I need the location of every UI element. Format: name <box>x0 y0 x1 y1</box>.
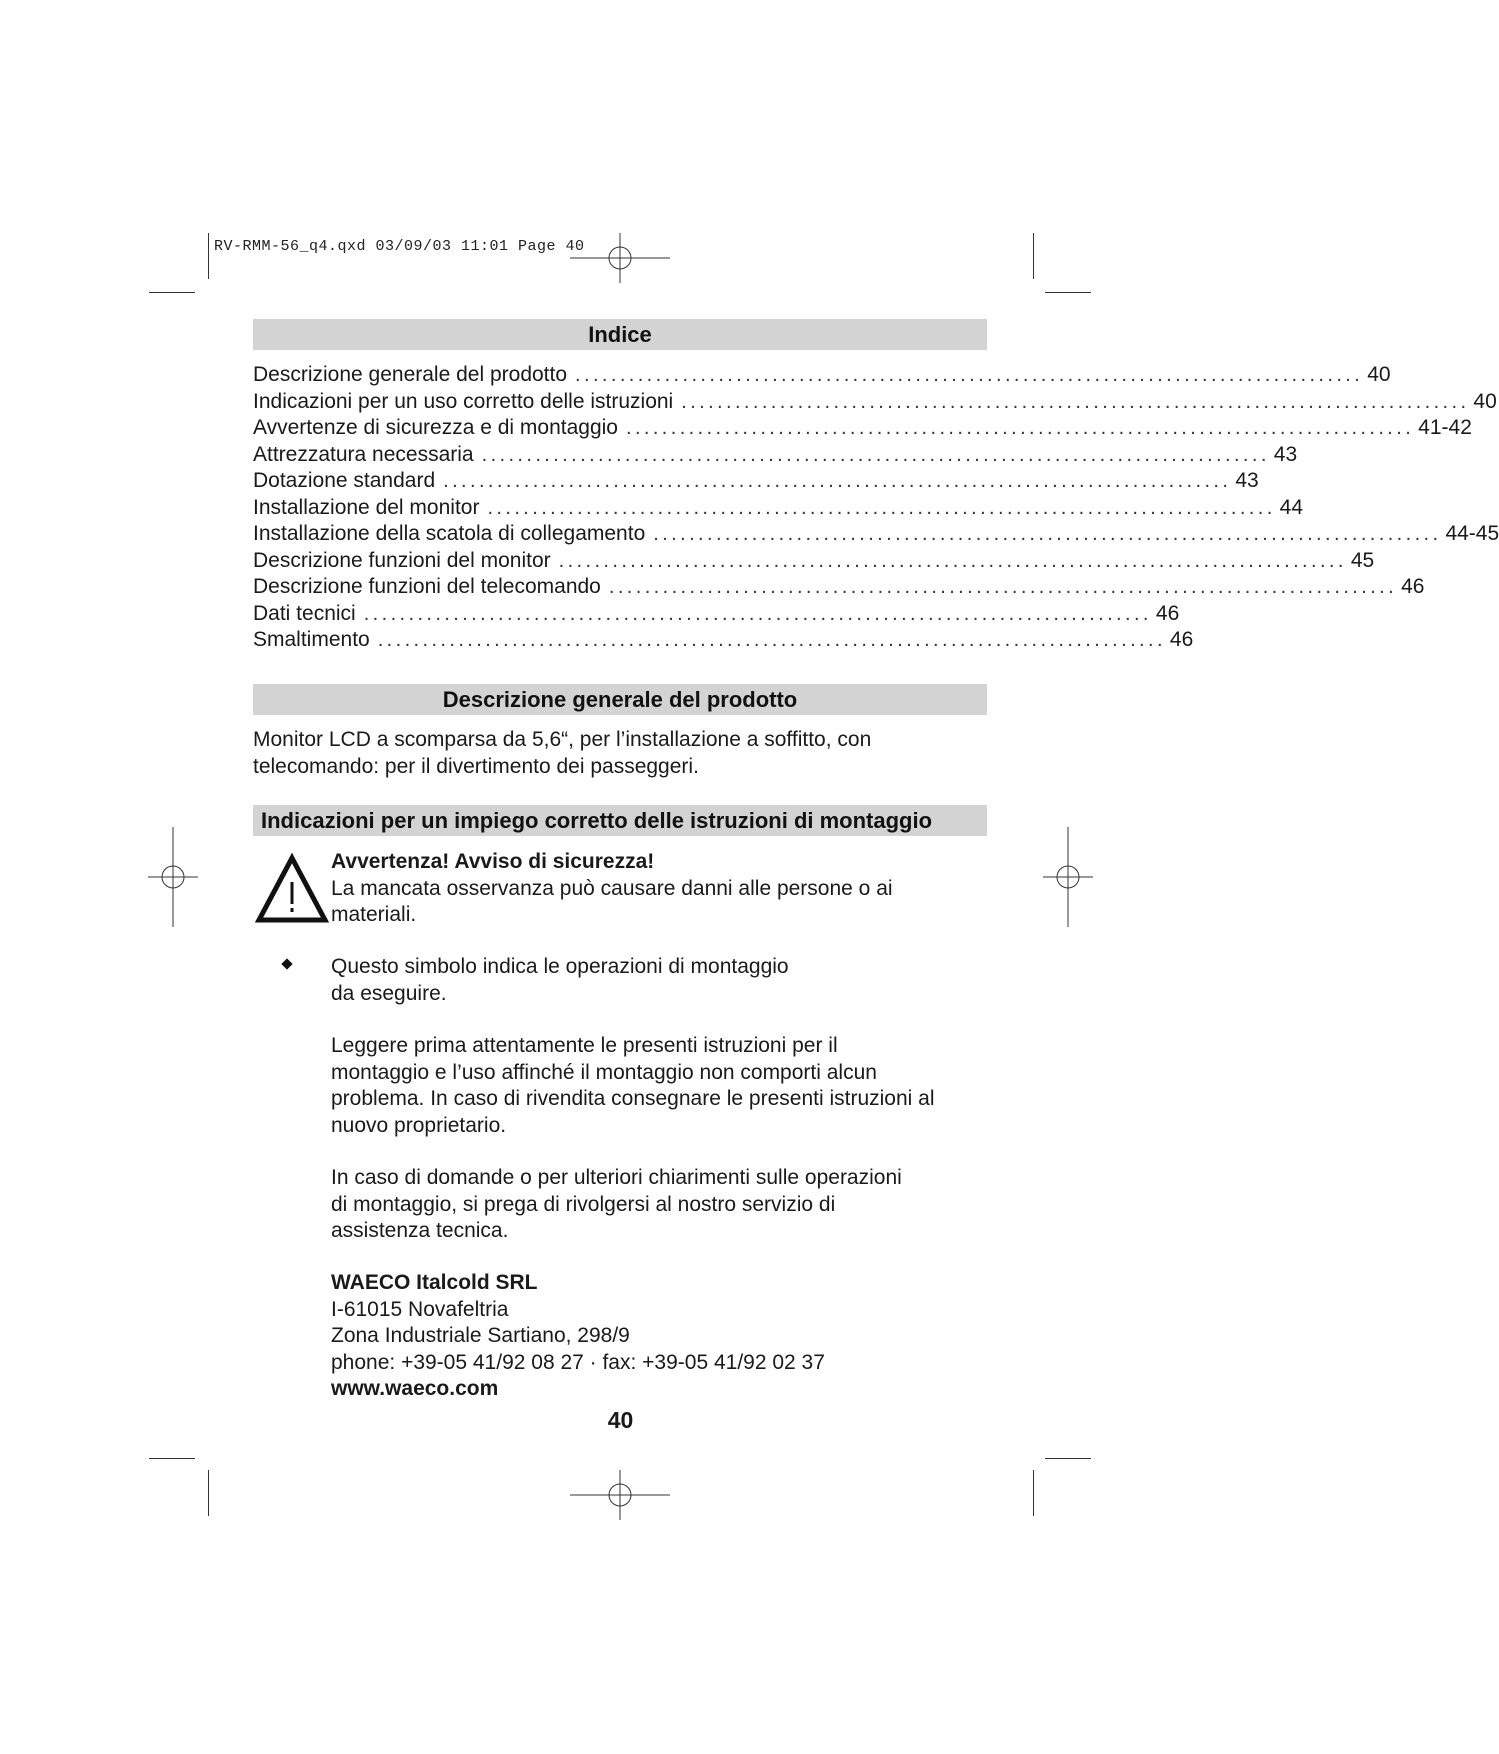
page-number: 40 <box>607 1407 634 1433</box>
toc-entry[interactable] <box>253 548 1375 575</box>
toc-leader: ........................................................................................ <box>575 364 1364 386</box>
toc-leader: ........................................................................................ <box>653 523 1442 545</box>
company-name: WAECO Italcold SRL <box>331 1271 538 1294</box>
instructions-heading: Indicazioni per un impiego corretto delle istruzioni di montaggio <box>253 805 987 836</box>
toc-entry-page: 40 <box>1473 389 1497 413</box>
contact-line: assistenza tecnica. <box>331 1219 509 1242</box>
warning-title: Avvertenza! Avviso di sicurezza! <box>331 850 655 873</box>
toc-entry[interactable] <box>253 389 1497 416</box>
product-line: Monitor LCD a scomparsa da 5,6“, per l’installazione a soffitto, con <box>253 728 872 751</box>
product-line: telecomando: per il divertimento dei passeggeri. <box>253 754 699 778</box>
toc-entry-label: Descrizione funzioni del telecomando <box>253 575 601 598</box>
toc-entry-page: 44-45 <box>1445 522 1499 545</box>
contact-text <box>331 1165 902 1245</box>
crop-mark <box>1033 233 1034 279</box>
toc-entry[interactable] <box>253 415 1472 442</box>
toc-entry-page: 40 <box>1367 363 1391 386</box>
toc-entry-label: Installazione della scatola di collegamento <box>253 522 646 545</box>
warning-line: materiali. <box>331 903 417 926</box>
toc-entry-label: Dati tecnici <box>253 601 356 625</box>
toc-leader: ........................................................................................ <box>681 390 1470 413</box>
read-line: montaggio e l’uso affinché il montaggio non comporti alcun <box>331 1060 877 1084</box>
toc-entry[interactable] <box>253 521 1499 548</box>
toc-entry-page: 45 <box>1350 548 1375 572</box>
registration-mark-icon <box>570 1470 670 1520</box>
index-heading: Indice <box>253 319 987 350</box>
toc-entry[interactable] <box>253 442 1298 469</box>
read-line: problema. In caso di rivendita consegnare le presenti istruzioni al <box>331 1087 935 1110</box>
warning-block <box>331 849 893 929</box>
registration-mark-icon <box>570 233 670 283</box>
toc-entry[interactable] <box>253 495 1304 522</box>
toc-entry-label: Indicazioni per un uso corretto delle istruzioni <box>253 389 674 413</box>
crop-mark <box>1045 1458 1091 1459</box>
company-website-link[interactable]: www.waeco.com <box>331 1377 499 1400</box>
registration-mark-icon <box>1043 827 1093 927</box>
symbol-text <box>331 954 789 1007</box>
company-phone: phone: +39-05 41/92 08 27 · fax: +39-05 41/92 02 37 <box>331 1350 825 1374</box>
toc-entry[interactable] <box>253 468 1259 495</box>
toc-entry-label: Descrizione funzioni del monitor <box>253 548 551 572</box>
toc-entry[interactable] <box>253 574 1425 601</box>
toc-entry-page: 46 <box>1155 601 1180 625</box>
symbol-line: da eseguire. <box>331 981 447 1005</box>
product-text <box>253 727 871 780</box>
toc-leader: ........................................................................................ <box>481 443 1270 466</box>
print-slug: RV-RMM-56_q4.qxd 03/09/03 11:01 Page 40 <box>214 238 585 255</box>
read-line: nuovo proprietario. <box>331 1113 507 1137</box>
diamond-bullet-icon <box>281 958 292 969</box>
warning-triangle-icon <box>256 855 328 923</box>
toc-leader: ........................................................................................ <box>363 602 1152 625</box>
toc-entry-page: 43 <box>1235 469 1259 492</box>
toc-entry[interactable] <box>253 627 1194 654</box>
crop-mark <box>1033 1470 1034 1516</box>
contact-line: di montaggio, si prega di rivolgersi al nostro servizio di <box>331 1192 836 1216</box>
toc-entry[interactable] <box>253 601 1180 628</box>
crop-mark <box>149 292 195 293</box>
company-address <box>331 1270 825 1403</box>
toc-leader: ........................................................................................ <box>487 496 1276 519</box>
toc-leader: ........................................................................................ <box>377 629 1166 651</box>
toc-entry-label: Installazione del monitor <box>253 495 480 519</box>
toc-entry-page: 43 <box>1273 442 1298 466</box>
toc-entry-page: 46 <box>1401 575 1425 598</box>
read-instructions-text <box>331 1033 935 1139</box>
toc-entry-label: Attrezzatura necessaria <box>253 442 474 466</box>
toc-entry-page: 44 <box>1279 495 1304 519</box>
registration-mark-icon <box>148 827 198 927</box>
toc-entry-label: Dotazione standard <box>253 469 436 492</box>
toc-entry-label: Avvertenze di sicurezza e di montaggio <box>253 416 618 439</box>
toc-leader: ........................................................................................ <box>608 576 1398 598</box>
toc-entry[interactable] <box>253 362 1391 389</box>
crop-mark <box>1045 292 1091 293</box>
toc-leader: ........................................................................................ <box>625 417 1415 439</box>
crop-mark <box>208 233 209 279</box>
toc-entry-page: 41-42 <box>1418 416 1472 439</box>
warning-line: La mancata osservanza può causare danni alle persone o ai <box>331 876 893 900</box>
table-of-contents <box>253 362 1499 654</box>
company-street: Zona Industriale Sartiano, 298/9 <box>331 1324 630 1347</box>
symbol-line: Questo simbolo indica le operazioni di montaggio <box>331 955 789 978</box>
crop-mark <box>149 1458 195 1459</box>
toc-entry-page: 46 <box>1169 628 1194 651</box>
toc-entry-label: Descrizione generale del prodotto <box>253 363 568 386</box>
crop-mark <box>208 1470 209 1516</box>
product-heading: Descrizione generale del prodotto <box>253 684 987 715</box>
contact-line: In caso di domande o per ulteriori chiarimenti sulle operazioni <box>331 1166 902 1189</box>
read-line: Leggere prima attentamente le presenti istruzioni per il <box>331 1034 838 1057</box>
toc-leader: ........................................................................................ <box>443 470 1232 492</box>
toc-leader: ........................................................................................ <box>558 549 1347 572</box>
toc-entry-label: Smaltimento <box>253 628 370 651</box>
company-city: I-61015 Novafeltria <box>331 1297 509 1321</box>
